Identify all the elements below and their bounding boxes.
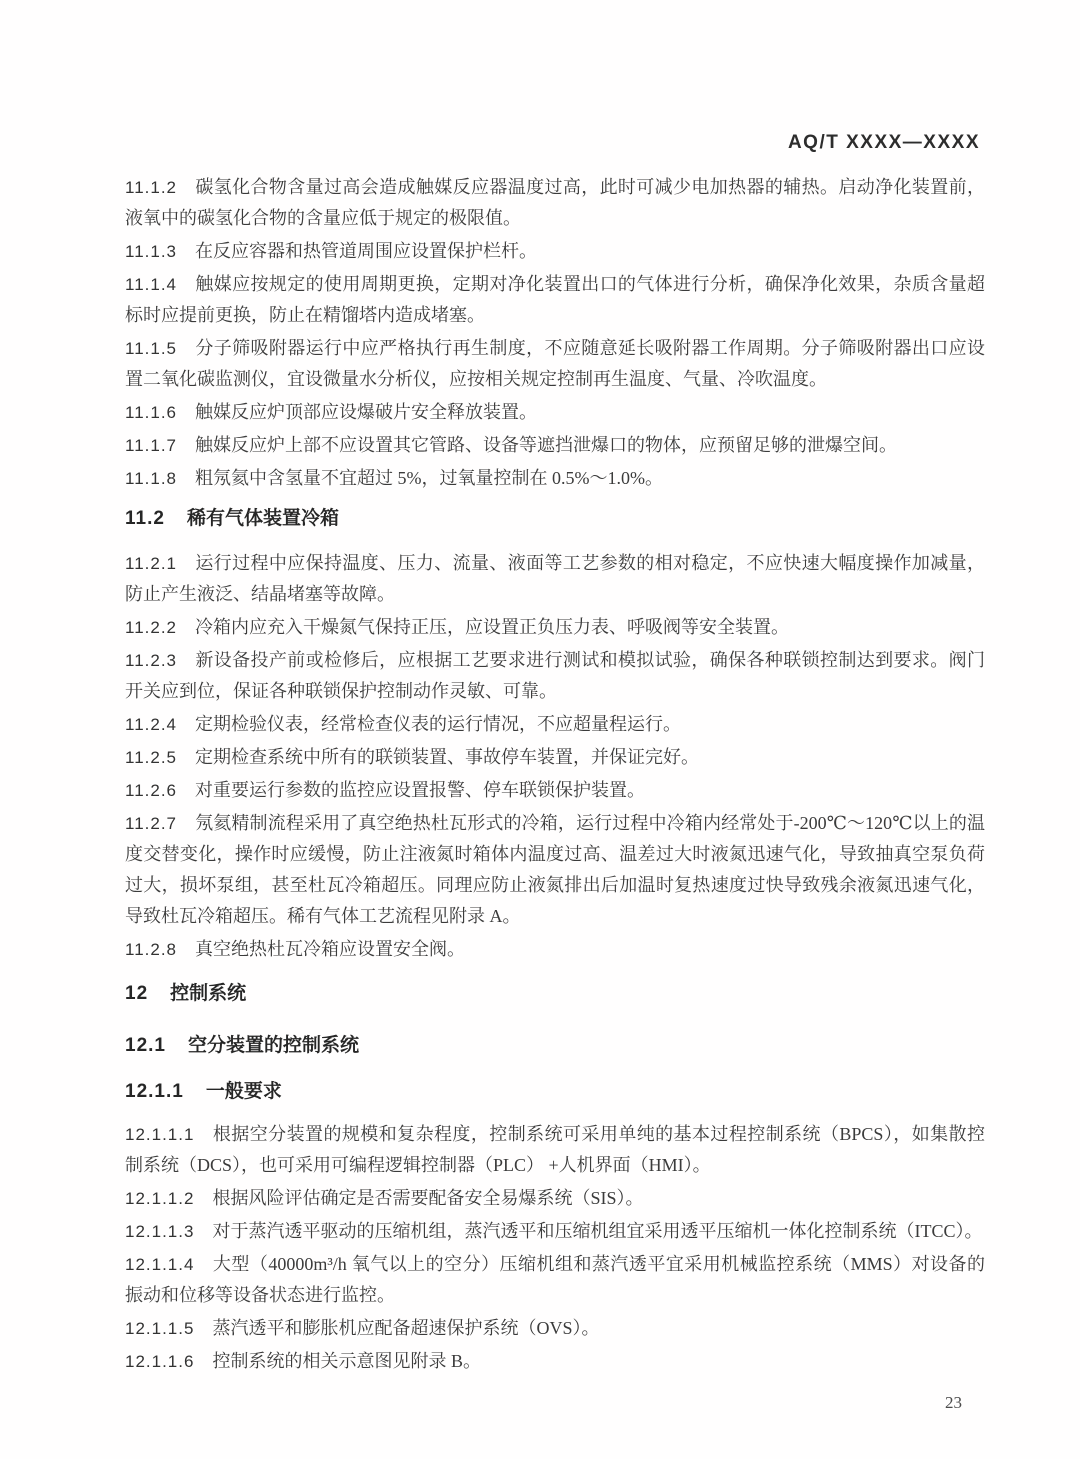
heading-title: 空分装置的控制系统 (187, 1035, 359, 1056)
clause-text: 碳氢化合物含量过高会造成触媒反应器温度过高，此时可减少电加热器的辅热。启动净化装置前，液氧中的碳氢化合物的含量应低于规定的极限值。 (125, 177, 985, 228)
section-heading-11-2 (125, 506, 985, 532)
clause-number: 12.1.1.4 (125, 1255, 195, 1274)
clause-number: 11.2.4 (125, 715, 178, 734)
clause-11-2-8 (125, 934, 985, 965)
page-number: 23 (945, 1393, 962, 1412)
clause-11-1-6 (125, 397, 985, 428)
clause-text: 冷箱内应充入干燥氮气保持正压，应设置正负压力表、呼吸阀等安全装置。 (195, 617, 790, 637)
clause-number: 11.1.4 (125, 275, 178, 294)
clause-number: 11.2.2 (125, 618, 178, 637)
clause-text: 大型（40000m³/h 氧气以上的空分）压缩机组和蒸汽透平宜采用机械监控系统（MMS）对设备的振动和位移等设备状态进行监控。 (125, 1254, 985, 1305)
clause-12-1-1-1 (125, 1119, 985, 1181)
clause-text: 对于蒸汽透平驱动的压缩机组，蒸汽透平和压缩机组宜采用透平压缩机一体化控制系统（ITCC）。 (212, 1221, 983, 1241)
clause-number: 11.1.6 (125, 403, 178, 422)
document-content (125, 172, 985, 1379)
clause-number: 12.1.1.3 (125, 1222, 195, 1241)
clause-12-1-1-5 (125, 1313, 985, 1344)
clause-text: 分子筛吸附器运行中应严格执行再生制度，不应随意延长吸附器工作周期。分子筛吸附器出口应设置二氧化碳监测仪，宜设微量水分析仪，应按相关规定控制再生温度、气量、冷吹温度。 (125, 338, 985, 389)
clause-text: 定期检验仪表，经常检查仪表的运行情况，不应超量程运行。 (195, 714, 682, 734)
heading-number: 12 (125, 983, 149, 1004)
clause-11-1-3 (125, 236, 985, 267)
clause-number: 12.1.1.5 (125, 1319, 195, 1338)
clause-11-2-5 (125, 742, 985, 773)
clause-text: 新设备投产前或检修后，应根据工艺要求进行测试和模拟试验，确保各种联锁控制达到要求。阀门开关应到位，保证各种联锁保护控制动作灵敏、可靠。 (125, 650, 985, 701)
clause-text: 蒸汽透平和膨胀机应配备超速保护系统（OVS）。 (212, 1318, 600, 1338)
clause-number: 11.1.5 (125, 339, 178, 358)
clause-text: 触媒应按规定的使用周期更换，定期对净化装置出口的气体进行分析，确保净化效果，杂质含量超标时应提前更换，防止在精馏塔内造成堵塞。 (125, 274, 985, 325)
clause-number: 11.1.3 (125, 242, 178, 261)
section-heading-12-1-1 (125, 1079, 985, 1105)
clause-12-1-1-3 (125, 1216, 985, 1247)
clause-number: 12.1.1.1 (125, 1125, 195, 1144)
clause-text: 粗氖氦中含氢量不宜超过 5%，过氧量控制在 0.5%～1.0%。 (195, 468, 663, 488)
clause-11-2-4 (125, 709, 985, 740)
clause-number: 11.2.3 (125, 651, 178, 670)
clause-text: 真空绝热杜瓦冷箱应设置安全阀。 (195, 939, 466, 959)
clause-text: 定期检查系统中所有的联锁装置、事故停车装置，并保证完好。 (195, 747, 700, 767)
heading-title: 控制系统 (170, 983, 247, 1004)
clause-number: 11.2.1 (125, 554, 178, 573)
chapter-heading-12 (125, 981, 985, 1007)
clause-text: 触媒反应炉上部不应设置其它管路、设备等遮挡泄爆口的物体，应预留足够的泄爆空间。 (195, 435, 898, 455)
heading-number: 12.1 (125, 1035, 166, 1056)
clause-11-2-1 (125, 548, 985, 610)
page-header (788, 132, 980, 154)
clause-11-2-6 (125, 775, 985, 806)
doc-code: AQ/T XXXX—XXXX (787, 132, 980, 153)
clause-text: 根据空分装置的规模和复杂程度，控制系统可采用单纯的基本过程控制系统（BPCS），如集散控制系统（DCS），也可采用可编程逻辑控制器（PLC） +人机界面（HMI）。 (125, 1124, 985, 1175)
clause-12-1-1-4 (125, 1249, 985, 1311)
clause-11-1-7 (125, 430, 985, 461)
clause-11-1-8 (125, 463, 985, 494)
section-heading-12-1 (125, 1033, 985, 1059)
heading-number: 11.2 (125, 508, 165, 529)
page-footer (945, 1393, 962, 1413)
clause-text: 运行过程中应保持温度、压力、流量、液面等工艺参数的相对稳定，不应快速大幅度操作加减量，防止产生液泛、结晶堵塞等故障。 (125, 553, 985, 604)
clause-text: 在反应容器和热管道周围应设置保护栏杆。 (195, 241, 538, 261)
clause-text: 触媒反应炉顶部应设爆破片安全释放装置。 (195, 402, 538, 422)
clause-number: 11.1.2 (125, 178, 178, 197)
clause-text: 控制系统的相关示意图见附录 B。 (212, 1351, 481, 1371)
clause-number: 11.2.8 (125, 940, 178, 959)
clause-11-1-2 (125, 172, 985, 234)
heading-title: 稀有气体装置冷箱 (186, 508, 339, 529)
clause-11-2-7 (125, 808, 985, 932)
clause-12-1-1-2 (125, 1183, 985, 1214)
clause-text: 氖氦精制流程采用了真空绝热杜瓦形式的冷箱，运行过程中冷箱内经常处于-200℃～120℃以上的温度交替变化，操作时应缓慢，防止注液氮时箱体内温度过高、温差过大时液氮迅速气化，导致抽真空泵负荷过大，损坏泵组，甚至杜瓦冷箱超压。同理应防止液氮排出后加温时复热速度过快导致残余液氮迅速气化，导致杜瓦冷箱超压。稀有气体工艺流程见附录 A。 (125, 813, 985, 926)
heading-number: 12.1.1 (125, 1081, 184, 1102)
clause-number: 11.2.7 (125, 814, 178, 833)
clause-number: 12.1.1.6 (125, 1352, 195, 1371)
clause-12-1-1-6 (125, 1346, 985, 1377)
clause-text: 根据风险评估确定是否需要配备安全易爆系统（SIS）。 (212, 1188, 644, 1208)
clause-number: 11.2.5 (125, 748, 178, 767)
clause-text: 对重要运行参数的监控应设置报警、停车联锁保护装置。 (195, 780, 646, 800)
clause-number: 11.1.8 (125, 469, 178, 488)
clause-number: 11.1.7 (125, 436, 178, 455)
heading-title: 一般要求 (205, 1081, 282, 1102)
clause-number: 11.2.6 (125, 781, 178, 800)
clause-11-2-2 (125, 612, 985, 643)
clause-number: 12.1.1.2 (125, 1189, 195, 1208)
clause-11-1-5 (125, 333, 985, 395)
clause-11-1-4 (125, 269, 985, 331)
clause-11-2-3 (125, 645, 985, 707)
